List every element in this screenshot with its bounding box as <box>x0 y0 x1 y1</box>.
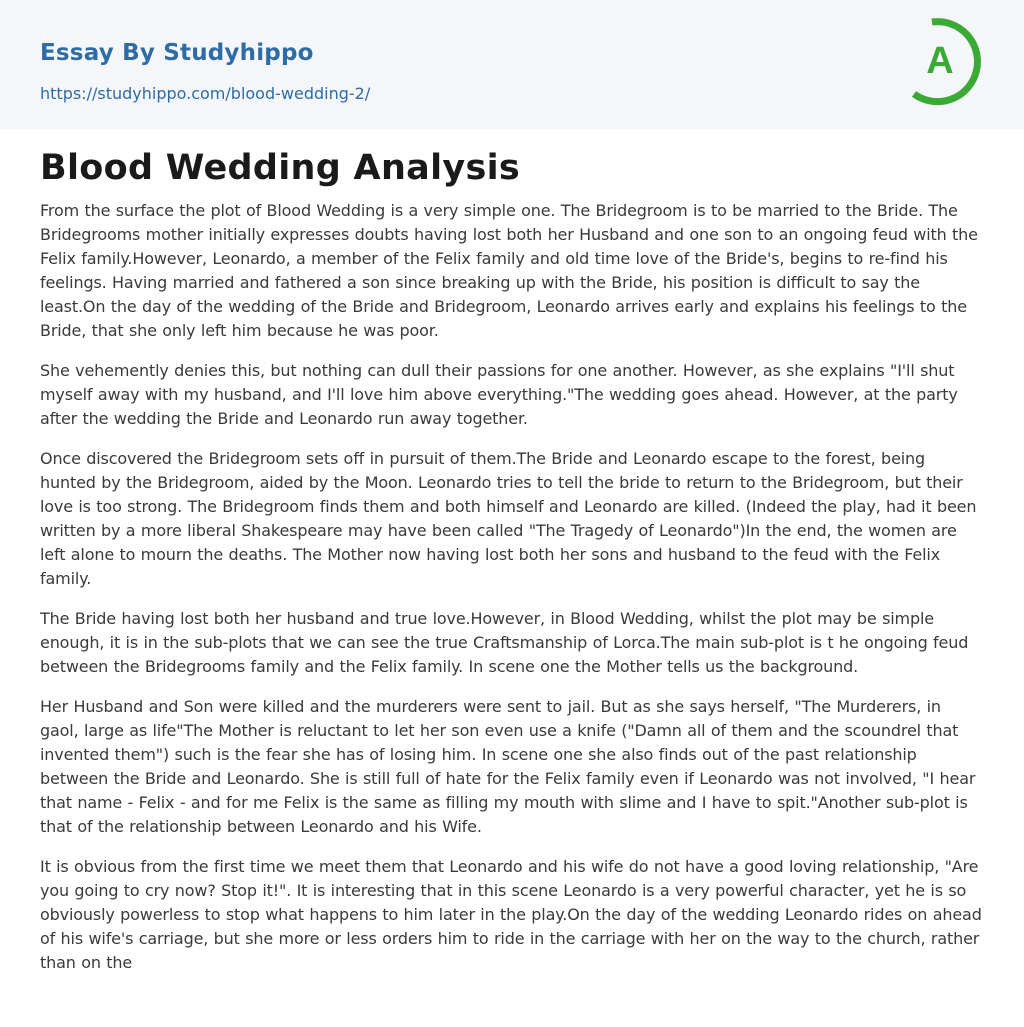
studyhippo-logo-icon[interactable] <box>900 16 990 106</box>
article-paragraph: Her Husband and Son were killed and the murderers were sent to jail. But as she says herself, "The Murderers, in gaol, large as life"The Mother is reluctant to let her son even use a knife ("Damn all of them and the scoundrel that invented them") such is the fear she has of losing him. In scene one she also finds out of the past relationship between the Bride and Leonardo. She is still full of hate for the Felix family even if Leonardo was not involved, "I hear that name - Felix - and for me Felix is the same as filling my mouth with slime and I have to spit."Another sub-plot is that of the relationship between Leonardo and his Wife. <box>40 697 976 836</box>
article-paragraph: Once discovered the Bridegroom sets off in pursuit of them.The Bride and Leonardo escape to the forest, being hunted by the Bridegroom, aided by the Moon. Leonardo tries to tell the bride to return to the Bridegroom, but their love is too strong. The Bridegroom finds them and both himself and Leonardo are killed. (Indeed the play, had it been written by a more liberal Shakespeare may have been called "The Tragedy of Leonardo")In the end, the women are left alone to mourn the deaths. The Mother now having lost both her sons and husband to the feud with the Felix family. <box>40 449 977 588</box>
page-title: Blood Wedding Analysis <box>40 148 521 188</box>
logo-letter: A <box>926 40 954 82</box>
article-paragraph: From the surface the plot of Blood Wedding is a very simple one. The Bridegroom is to be married to the Bride. The Bridegrooms mother initially expresses doubts having lost both her Husband and one son to an ongoing feud with the Felix family.However, Leonardo, a member of the Felix family and old time love of the Bride's, begins to re-find his feelings. Having married and fathered a son since breaking up with the Bride, his position is difficult to say the least.On the day of the wedding of the Bride and Bridegroom, Leonardo arrives early and explains his feelings to the Bride, that she only left him because he was poor. <box>40 201 978 340</box>
article-paragraph: She vehemently denies this, but nothing can dull their passions for one another. However, as she explains "I'll shut myself away with my husband, and I'll love him above everything."The wedding goes ahead. However, at the party after the wedding the Bride and Leonardo run away together. <box>40 361 958 428</box>
site-brand[interactable]: Essay By Studyhippo <box>40 40 314 66</box>
article-paragraph: It is obvious from the first time we meet them that Leonardo and his wife do not have a good loving relationship, "Are you going to cry now? Stop it!". It is interesting that in this scene Leonardo is a very powerful character, yet he is so obviously powerless to stop what happens to him later in the play.On the day of the wedding Leonardo rides on ahead of his wife's carriage, but she more or less orders him to ride in the carriage with her on the way to the church, rather than on the <box>40 857 982 972</box>
essay-url-link[interactable]: https://studyhippo.com/blood-wedding-2/ <box>40 84 371 103</box>
article-paragraph: The Bride having lost both her husband and true love.However, in Blood Wedding, whilst the plot may be simple enough, it is in the sub-plots that we can see the true Craftsmanship of Lorca.The main sub-plot is t he ongoing feud between the Bridegrooms family and the Felix family. In scene one the Mother tells us the background. <box>40 609 969 676</box>
article <box>0 145 1024 975</box>
site-header <box>0 0 1024 129</box>
